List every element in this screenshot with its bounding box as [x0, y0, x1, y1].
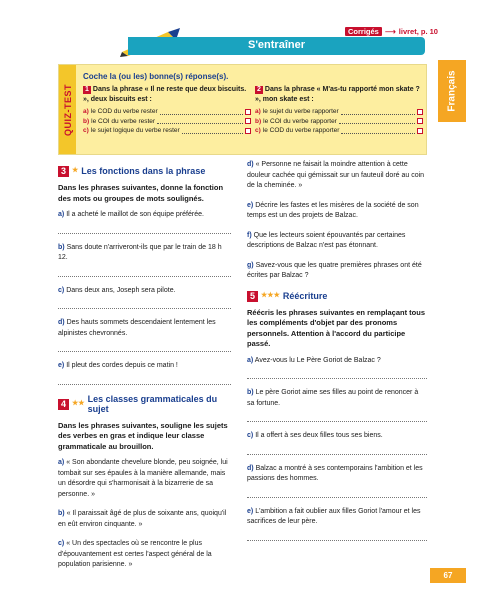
question-number: 2	[257, 86, 261, 93]
quiz-option[interactable]	[255, 117, 423, 127]
item-text: Le père Goriot aime ses filles au point de renoncer à sa fortune.	[247, 389, 419, 407]
quiz-option[interactable]	[83, 126, 251, 136]
checkbox[interactable]	[417, 109, 423, 115]
exercise-item	[247, 356, 427, 380]
item-letter: e)	[247, 507, 254, 515]
answer-line[interactable]	[247, 445, 427, 455]
exercise-number: 3	[58, 166, 69, 177]
exercise-instruction: Dans les phrases suivantes, donne la fonction des mots ou groupes de mots soulignés.	[58, 183, 224, 203]
exercise-item[interactable]	[58, 539, 231, 571]
option-letter: b)	[83, 117, 90, 125]
exercise-4-heading	[58, 394, 231, 415]
quiz-option[interactable]	[83, 117, 251, 127]
quiz-tab-label: QUIZ-TEST	[62, 83, 73, 136]
item-text: L'ambition a fait oublier aux filles Goriot l'amour et les sacrifices de leur père.	[247, 507, 421, 525]
dot-leader	[341, 109, 415, 115]
exercise-item	[58, 210, 231, 234]
quiz-tab	[59, 65, 76, 154]
quiz-question-2	[255, 85, 423, 136]
quiz-option[interactable]	[255, 126, 423, 136]
checkbox[interactable]	[245, 109, 251, 115]
item-letter: c)	[58, 286, 65, 294]
item-letter: d)	[247, 464, 254, 472]
item-letter: b)	[247, 389, 254, 396]
exercise-number: 5	[247, 291, 258, 302]
exercise-item	[58, 318, 231, 352]
answer-line[interactable]	[58, 224, 231, 234]
item-letter: c)	[247, 432, 254, 439]
item-text: « Personne ne faisait la moindre attention à cette douleur cachée qui gémissait sur un fauteuil doré au coin de la cheminée. »	[247, 161, 425, 189]
item-letter: e)	[58, 362, 65, 369]
exercise-item[interactable]	[247, 231, 427, 252]
option-text: le COD du verbe rester	[90, 108, 158, 115]
checkbox[interactable]	[417, 128, 423, 134]
exercise-item[interactable]	[247, 261, 427, 282]
question-stem: Dans la phrase « M'as-tu rapporté mon skate ? », mon skate est :	[255, 86, 420, 103]
right-column	[247, 160, 427, 550]
option-text: le sujet logique du verbe rester	[90, 127, 180, 134]
item-text: Il pleut des cordes depuis ce matin !	[66, 362, 178, 369]
corriges-ref: livret, p. 10	[398, 27, 438, 36]
answer-line[interactable]	[58, 299, 231, 309]
item-text: « Un des spectacles où se rencontre le plus d'épouvantement est certes l'aspect général de la population parisienne. »	[58, 540, 212, 568]
exercise-item	[247, 431, 427, 455]
exercise-title: Les classes grammaticales du sujet	[87, 393, 218, 414]
item-letter: c)	[58, 540, 65, 547]
exercise-item[interactable]	[58, 458, 231, 500]
option-text: le sujet du verbe rapporter	[262, 108, 339, 115]
quiz-test-box	[58, 64, 427, 155]
option-letter: c)	[255, 127, 261, 134]
option-letter: b)	[255, 117, 262, 125]
exercise-item	[247, 507, 427, 541]
difficulty-stars: ★★	[72, 399, 85, 407]
item-letter: a)	[58, 211, 65, 218]
corriges-label: Corrigés	[345, 27, 382, 36]
option-text: le COI du verbe rester	[91, 117, 156, 125]
item-text: Que les lecteurs soient épouvantés par certaines descriptions de Balzac n'est pas étonnant.	[247, 231, 406, 249]
arrow-right-icon: ⟶	[384, 27, 396, 36]
corriges-link[interactable]	[345, 27, 438, 36]
item-text: Il a acheté le maillot de son équipe préférée.	[66, 211, 204, 218]
question-stem: Dans la phrase « Il ne reste que deux biscuits. », deux biscuits est :	[83, 86, 247, 103]
answer-line[interactable]	[58, 267, 231, 277]
exercise-number: 4	[58, 399, 69, 410]
answer-line[interactable]	[58, 375, 231, 385]
exercise-item[interactable]	[247, 160, 427, 192]
checkbox[interactable]	[245, 118, 251, 124]
item-letter: a)	[247, 356, 254, 364]
option-text: le COI du verbe rapporter	[263, 117, 337, 125]
exercise-item	[247, 464, 427, 498]
answer-line[interactable]	[247, 488, 427, 498]
exercise-title: Réécriture	[282, 290, 328, 301]
page-number: 67	[430, 568, 466, 583]
item-text: Sans doute n'arriveront-ils que par le train de 18 h 12.	[58, 243, 222, 261]
item-letter: a)	[58, 459, 65, 466]
quiz-instruction: Coche la (ou les) bonne(s) réponse(s).	[83, 72, 229, 81]
item-letter: f)	[247, 231, 252, 239]
checkbox[interactable]	[417, 118, 423, 124]
quiz-option[interactable]	[83, 107, 251, 117]
item-text: Dans deux ans, Joseph sera pilote.	[66, 286, 176, 294]
dot-leader	[157, 118, 243, 124]
item-letter: b)	[58, 243, 65, 251]
dot-leader	[182, 128, 243, 134]
answer-line[interactable]	[247, 369, 427, 379]
exercise-5-heading	[247, 291, 427, 302]
title-band	[128, 37, 425, 55]
item-text: Avez-vous lu Le Père Goriot de Balzac ?	[254, 356, 381, 364]
exercise-3-heading	[58, 166, 231, 177]
difficulty-stars: ★★★	[261, 291, 280, 299]
question-number: 1	[85, 86, 89, 93]
dot-leader	[339, 118, 415, 124]
page-title: S'entraîner	[247, 39, 306, 51]
exercise-title: Les fonctions dans la phrase	[81, 166, 206, 177]
item-text: Balzac a montré à ses contemporains l'ambition et les passions des hommes.	[247, 464, 423, 482]
exercise-instruction: Réécris les phrases suivantes en remplaçant tous les compléments d'objet par des pronoms personnels. Attention à l'accord du participe passé.	[247, 307, 425, 348]
item-text: « Il paraissait âgé de plus de soixante ans, quoiqu'il en eût environ cinquante. »	[58, 510, 227, 528]
answer-line[interactable]	[247, 531, 427, 541]
exercise-item	[58, 361, 231, 385]
answer-line[interactable]	[247, 412, 427, 422]
checkbox[interactable]	[245, 128, 251, 134]
exercise-instruction: Dans les phrases suivantes, souligne les sujets des verbes en gras et indique leur classe grammaticale au brouillon.	[58, 420, 228, 451]
option-letter: a)	[83, 108, 89, 115]
exercise-item[interactable]	[58, 509, 231, 530]
option-letter: a)	[255, 108, 261, 115]
difficulty-stars: ★	[72, 167, 79, 175]
item-text: Savez-vous que les quatre premières phrases ont été écrites par Balzac ?	[247, 261, 422, 279]
item-letter: d)	[58, 319, 65, 326]
quiz-option[interactable]	[255, 107, 423, 117]
item-text: Décrire les fastes et les misères de la société de son temps est un des projets de Balzac.	[247, 201, 419, 219]
item-letter: g)	[247, 261, 254, 269]
dot-leader	[341, 128, 415, 134]
exercise-item[interactable]	[247, 201, 427, 222]
option-letter: c)	[83, 127, 89, 134]
exercise-item	[58, 243, 231, 277]
answer-line[interactable]	[58, 342, 231, 352]
item-letter: e)	[247, 201, 254, 209]
subject-tab	[438, 60, 466, 122]
item-text: « Son abondante chevelure blonde, peu soignée, lui tombait sur ses épaules à la manière allemande, mais un désordre qui s'harmonisait à la bizarrerie de sa personne. »	[58, 459, 228, 498]
item-text: Des hauts sommets descendaient lentement les alpinistes chevronnés.	[58, 319, 216, 337]
item-text: Il a offert à ses deux filles tous ses biens.	[255, 432, 383, 439]
item-letter: d)	[247, 161, 254, 168]
exercise-item	[58, 286, 231, 310]
dot-leader	[160, 109, 243, 115]
item-letter: b)	[58, 510, 65, 517]
subject-tab-label: Français	[446, 70, 458, 112]
option-text: le COD du verbe rapporter	[262, 127, 340, 134]
exercise-item	[247, 388, 427, 422]
quiz-question-1	[83, 85, 251, 136]
left-column	[58, 166, 231, 580]
